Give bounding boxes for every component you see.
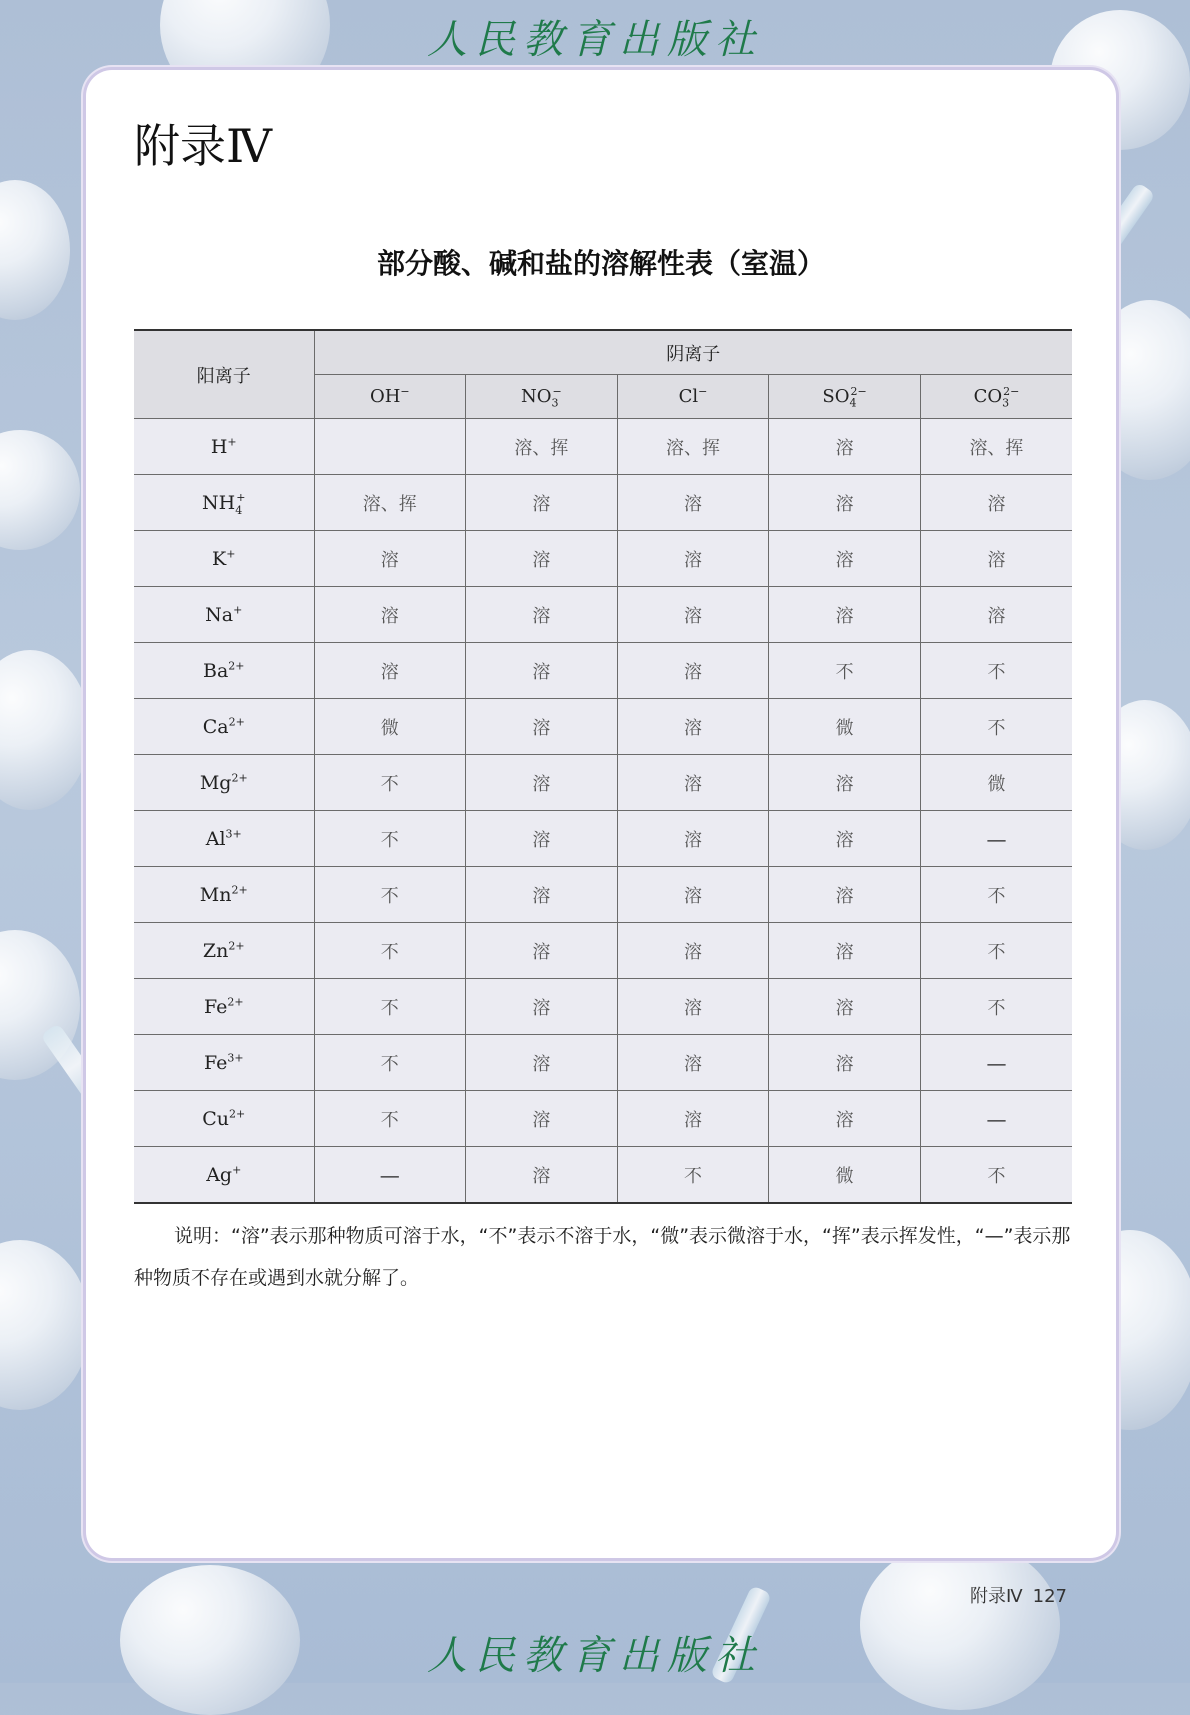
table-row (134, 1035, 1072, 1091)
solubility-cell: 溶 (314, 643, 466, 699)
ion-charge: + (232, 1163, 242, 1177)
ion-charge: 2− (1003, 385, 1020, 398)
solubility-cell: 溶 (769, 867, 921, 923)
footer-section: 附录Ⅳ (970, 1586, 1023, 1607)
solubility-cell: 溶 (617, 699, 769, 755)
ion-charge: 2+ (228, 939, 245, 953)
ion-charge: 3+ (225, 827, 242, 841)
solubility-cell: 溶 (466, 979, 618, 1035)
table-row (134, 699, 1072, 755)
cation-cell (134, 811, 314, 867)
page-footer (970, 1582, 1067, 1608)
solubility-cell: 溶 (617, 643, 769, 699)
cation-cell (134, 475, 314, 531)
solubility-cell: 溶 (466, 811, 618, 867)
solubility-cell: 不 (769, 643, 921, 699)
molecule-ball (0, 180, 70, 320)
solubility-cell: 溶 (466, 643, 618, 699)
anion-header (617, 375, 769, 419)
table-row (134, 1091, 1072, 1147)
cation-cell (134, 419, 314, 475)
solubility-cell: 不 (314, 979, 466, 1035)
table-row (134, 923, 1072, 979)
ion-charge: + (236, 491, 246, 505)
solubility-cell: 不 (314, 923, 466, 979)
solubility-cell: 溶 (466, 1091, 618, 1147)
cation-cell (134, 979, 314, 1035)
solubility-cell: 不 (314, 867, 466, 923)
solubility-cell: 溶 (617, 923, 769, 979)
solubility-cell: 不 (920, 923, 1072, 979)
solubility-cell: 溶 (617, 867, 769, 923)
solubility-cell: 不 (617, 1147, 769, 1204)
solubility-cell: 溶 (769, 923, 921, 979)
ion-symbol: Al (205, 827, 226, 850)
cation-cell (134, 1091, 314, 1147)
solubility-cell: 溶 (466, 923, 618, 979)
table-row (134, 531, 1072, 587)
ion-symbol: Na (205, 603, 234, 626)
solubility-cell: 不 (920, 643, 1072, 699)
solubility-cell (314, 419, 466, 475)
ion-charge: − (698, 385, 708, 398)
solubility-cell: 溶 (769, 1035, 921, 1091)
cation-cell (134, 531, 314, 587)
solubility-cell: 溶 (617, 811, 769, 867)
ion-symbol: Cu (202, 1107, 230, 1130)
solubility-cell: 不 (920, 1147, 1072, 1204)
ion-charge: 2+ (228, 659, 245, 673)
anion-header (314, 375, 466, 419)
ion-subscript: 3 (551, 396, 559, 410)
solubility-cell: 溶 (617, 755, 769, 811)
solubility-cell: 微 (769, 699, 921, 755)
solubility-cell: 微 (920, 755, 1072, 811)
table-row (134, 1147, 1072, 1204)
ion-symbol: Fe (203, 995, 228, 1018)
solubility-cell: 溶、挥 (617, 419, 769, 475)
solubility-cell: 溶 (769, 1091, 921, 1147)
solubility-cell: 溶 (769, 531, 921, 587)
table-row (134, 587, 1072, 643)
ion-subscript: 4 (235, 503, 243, 517)
solubility-cell: 溶 (314, 587, 466, 643)
solubility-cell: 溶 (617, 1035, 769, 1091)
solubility-cell: 溶、挥 (466, 419, 618, 475)
ion-charge: 2+ (231, 771, 248, 785)
ion-symbol: CO (973, 386, 1003, 407)
ion-symbol: Ca (202, 715, 229, 738)
ion-symbol: H (210, 435, 228, 458)
cation-cell (134, 755, 314, 811)
table-note: 说明：“溶”表示那种物质可溶于水，“不”表示不溶于水，“微”表示微溶于水，“挥”表示挥发性，“—”表示那种物质不存在或遇到水就分解了。 (134, 1225, 1071, 1289)
ion-symbol: Ba (202, 659, 229, 682)
solubility-cell: 不 (314, 1035, 466, 1091)
cation-cell (134, 643, 314, 699)
anion-header (466, 375, 618, 419)
solubility-cell: 溶 (769, 811, 921, 867)
solubility-cell: — (314, 1147, 466, 1204)
ion-symbol: Cl (678, 386, 699, 407)
group-header-anion: 阴离子 (314, 330, 1072, 375)
ion-symbol: NO (521, 386, 552, 407)
ion-charge: − (552, 385, 562, 398)
solubility-cell: 溶 (920, 475, 1072, 531)
molecule-ball (0, 430, 80, 550)
solubility-cell: 不 (314, 1091, 466, 1147)
ion-symbol: K (212, 547, 227, 570)
solubility-cell: 溶 (466, 867, 618, 923)
table-title: 部分酸、碱和盐的溶解性表（室温） (376, 247, 825, 280)
ion-charge: 2− (850, 385, 867, 398)
ion-symbol: Mg (199, 771, 232, 794)
table-row (134, 811, 1072, 867)
solubility-cell: 溶 (920, 587, 1072, 643)
solubility-cell: — (920, 1091, 1072, 1147)
anion-header (769, 375, 921, 419)
page-number: 127 (1032, 1586, 1067, 1607)
cation-cell (134, 867, 314, 923)
solubility-cell: 溶 (769, 419, 921, 475)
solubility-cell: 溶 (920, 531, 1072, 587)
ion-charge: 2+ (228, 715, 245, 729)
ion-charge: + (227, 435, 237, 449)
solubility-cell: 溶 (466, 587, 618, 643)
ion-subscript: 4 (849, 396, 857, 410)
solubility-table (134, 329, 1072, 1204)
solubility-cell: 溶 (466, 755, 618, 811)
solubility-cell: 溶 (617, 475, 769, 531)
table-row (134, 979, 1072, 1035)
solubility-cell: 溶 (617, 587, 769, 643)
solubility-cell: 溶 (769, 979, 921, 1035)
ion-charge: + (233, 603, 243, 617)
cation-cell (134, 923, 314, 979)
solubility-cell: 不 (314, 755, 466, 811)
solubility-cell: 微 (769, 1147, 921, 1204)
publisher-logo-top: 人民教育出版社 (427, 17, 763, 63)
solubility-cell: 溶 (769, 475, 921, 531)
ion-charge: 2+ (229, 1107, 246, 1121)
cation-cell (134, 699, 314, 755)
solubility-cell: 溶 (466, 531, 618, 587)
solubility-cell: 不 (314, 811, 466, 867)
ion-symbol: Fe (203, 1051, 228, 1074)
solubility-cell: 溶 (314, 531, 466, 587)
solubility-cell: — (920, 1035, 1072, 1091)
ion-charge: 3+ (227, 1051, 244, 1065)
ion-subscript: 3 (1002, 396, 1010, 410)
ion-symbol: NH (202, 491, 236, 514)
ion-symbol: Zn (202, 939, 229, 962)
appendix-title: 附录Ⅳ (134, 119, 272, 173)
table-row (134, 419, 1072, 475)
ion-symbol: Ag (206, 1163, 233, 1186)
solubility-cell: 溶 (466, 1147, 618, 1204)
solubility-cell: 溶 (466, 1035, 618, 1091)
solubility-cell: 溶 (617, 979, 769, 1035)
table-row (134, 755, 1072, 811)
cation-cell (134, 1147, 314, 1204)
ion-charge: 2+ (231, 883, 248, 897)
solubility-cell: 溶、挥 (314, 475, 466, 531)
solubility-cell: 溶 (769, 755, 921, 811)
molecule-ball (0, 650, 90, 810)
page-card (86, 70, 1116, 1558)
solubility-cell: 溶 (466, 699, 618, 755)
row-header-cation: 阳离子 (134, 330, 314, 419)
solubility-cell: 不 (920, 867, 1072, 923)
table-row (134, 867, 1072, 923)
ion-symbol: OH (369, 386, 401, 407)
cation-cell (134, 587, 314, 643)
ion-symbol: SO (822, 386, 850, 407)
solubility-cell: — (920, 811, 1072, 867)
solubility-cell: 不 (920, 699, 1072, 755)
solubility-cell: 溶、挥 (920, 419, 1072, 475)
solubility-cell: 溶 (769, 587, 921, 643)
ion-charge: + (226, 547, 236, 561)
ion-symbol: Mn (199, 883, 232, 906)
solubility-cell: 溶 (617, 1091, 769, 1147)
anion-header (920, 375, 1072, 419)
ion-charge: − (400, 385, 410, 398)
molecule-ball (0, 1240, 90, 1410)
solubility-cell: 溶 (617, 531, 769, 587)
cation-cell (134, 1035, 314, 1091)
publisher-logo-bottom: 人民教育出版社 (427, 1633, 763, 1679)
solubility-cell: 溶 (466, 475, 618, 531)
table-row (134, 643, 1072, 699)
solubility-cell: 微 (314, 699, 466, 755)
ion-charge: 2+ (227, 995, 244, 1009)
solubility-cell: 不 (920, 979, 1072, 1035)
table-row (134, 475, 1072, 531)
